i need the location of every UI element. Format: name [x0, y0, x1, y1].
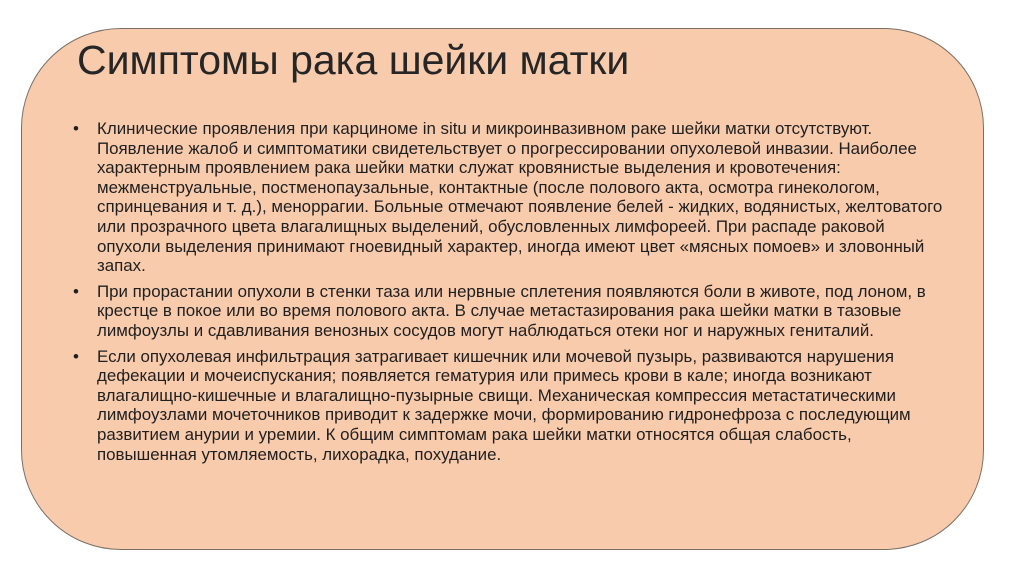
bullet-item: [73, 282, 943, 341]
bullet-item: [73, 119, 943, 276]
slide-title: Симптомы рака шейки матки: [77, 37, 630, 83]
bullet-marker: •: [73, 346, 79, 366]
bullet-item: [73, 347, 943, 465]
bullet-text: Если опухолевая инфильтрация затрагивает кишечник или мочевой пузырь, развиваются нарушения дефекации и мочеиспускания; появляется гематурия или примесь крови в кале; иногда возникают влагалищно-кишечные и влагалищно-пузырные свищи. Механическая компрессия метастатическими лимфоузлами мочеточников приводит к задержке мочи, формированию гидронефроза с последующим развитием анурии и уремии. К общим симптомам рака шейки матки относятся общая слабость, повышенная утомляемость, лихорадка, похудание.: [97, 346, 911, 464]
bullet-marker: •: [73, 281, 79, 301]
bullet-list: [73, 119, 943, 470]
bullet-marker: •: [73, 119, 79, 138]
bullet-text: Клинические проявления при карциноме in situ и микроинвазивном раке шейки матки отсутствуют. Появление жалоб и симптоматики свидетельствует о прогрессировании опухолевой инвазии. Наиболее характерным проявлением рака шейки матки служат кровянистые выделения и кровотечения: межменструальные, постменопаузальные, контактные (после полового акта, осмотра гинекологом, спринцевания и т. д.), меноррагии. Больные отмечают появление белей - жидких, водянистых, желтоватого или прозрачного цвета влагалищных выделений, обусловленных лимфореей. При распаде раковой опухоли выделения принимают гноевидный характер, иногда имеют цвет «мясных помоев» и зловонный запах.: [97, 119, 943, 276]
bullet-text: При прорастании опухоли в стенки таза или нервные сплетения появляются боли в животе, под лоном, в крестце в покое или во время полового акта. В случае метастазирования рака шейки матки в тазовые лимфоузлы и сдавливания венозных сосудов могут наблюдаться отеки ног и наружных гениталий.: [97, 281, 926, 340]
